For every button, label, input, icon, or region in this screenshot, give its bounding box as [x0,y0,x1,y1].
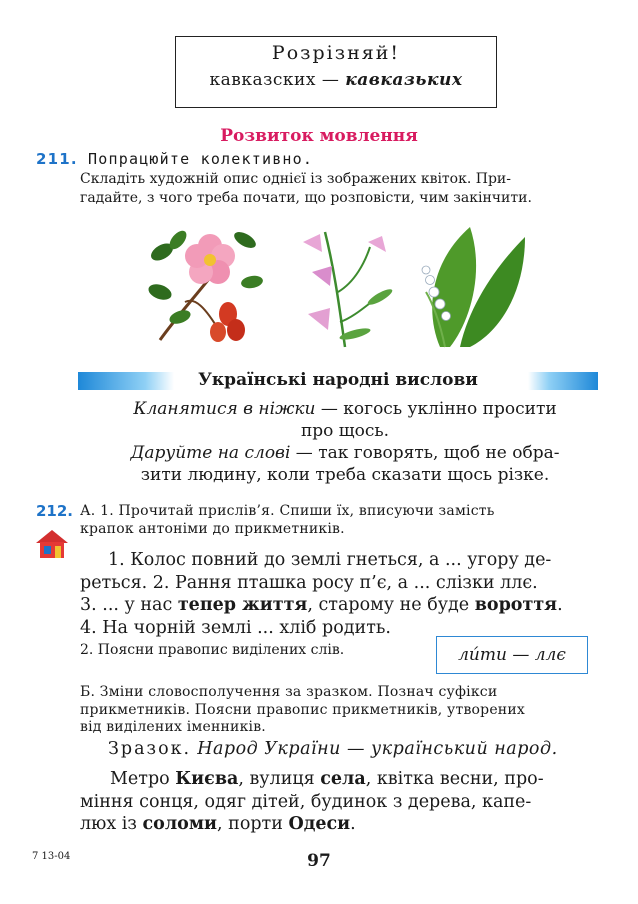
exercise-212-number: 212. [36,502,74,520]
task-line: міння сонця, одяг дітей, будинок з дерева, капе- [80,791,532,812]
footer-code: 7 13-04 [32,851,71,862]
task-line: люх із соломи, порти Одеси. [80,814,356,834]
saying-1 [90,398,600,442]
task-line: Метро Києва, вулиця села, квітка весни, про- [110,769,544,789]
exercise-211-title: Попрацюйте колективно. [88,150,314,168]
highlighted-word: соломи [142,814,218,834]
page-number: 97 [307,851,331,871]
sample-label: Зразок. [108,739,192,759]
spelling-box: ли́ти — ллє [436,636,588,674]
exercise-212-task-text [80,768,600,836]
rule-comparison [176,70,496,90]
exercise-211-number: 211. [36,150,78,168]
flower-illustrations [140,222,530,350]
saying-phrase: Даруйте на слові [130,443,291,463]
proverb-line: 1. Колос повний до землі гнеться, а ... угору де- [108,550,552,570]
rule-title: Розрізняй! [271,42,401,64]
highlighted-word: Одеси [288,814,351,834]
exercise-211-line: гадайте, з чого треба почати, що розповісти, чим закінчити. [80,190,532,206]
rule-italic-word: кавказьких [345,70,463,90]
section-title: Розвиток мовлення [220,126,418,146]
lily-of-the-valley-illustration [422,227,525,347]
highlighted-word: села [320,769,366,789]
homework-house-icon [34,528,70,560]
exercise-211-heading [36,150,313,168]
exercise-212-b-line: прикметників. Поясни правопис прикметників, утворених [80,701,525,718]
exercise-212-part-a [80,502,595,538]
rule-dash: — [321,70,340,90]
sample-text: Народ України — український народ. [191,739,558,759]
sample-line [108,739,558,759]
proverb-line: 3. ... у нас тепер життя, старому не буде вороття. [80,595,563,615]
proverbs-block [80,549,600,639]
exercise-212-b-line: Б. Зміни словосполучення за зразком. Познач суфікси [80,684,498,700]
rule-plain-word: кавказских [209,70,316,90]
proverb-line: 4. На чорній землі ... хліб родить. [80,617,391,638]
exercise-211-text [80,170,592,208]
proverb-line: реться. 2. Рання пташка росу п’є, а ... слізки ллє. [80,572,538,593]
highlighted-word: вороття [474,595,558,615]
saying-phrase: Кланятися в ніжки [133,399,316,419]
sayings-title: Українські народні вислови [198,370,478,390]
exercise-212-a-line: крапок антоніми до прикметників. [80,521,345,537]
rosehip-illustration [146,228,264,342]
bellflower-illustration [303,232,394,347]
saying-2 [90,442,600,486]
highlighted-word: Києва [175,769,239,789]
rule-box [175,36,497,108]
saying-meaning: — когось уклінно просити [315,399,557,419]
highlighted-word: тепер життя [177,595,308,615]
exercise-212-b-line: від виділених іменників. [80,719,266,735]
saying-meaning: — так говорять, щоб не обра- [290,443,560,463]
saying-meaning-cont: про щось. [300,421,390,441]
exercise-212-a-line: А. 1. Прочитай прислів’я. Спиши їх, вписуючи замість [80,503,495,519]
sayings-band [78,370,598,392]
exercise-211-line: Складіть художній опис однієї із зображених квіток. При- [80,171,511,187]
saying-meaning-cont: зити людину, коли треба сказати щось різке. [140,465,550,485]
exercise-212-a2: 2. Поясни правопис виділених слів. [80,642,345,658]
exercise-212-part-b [80,684,595,737]
